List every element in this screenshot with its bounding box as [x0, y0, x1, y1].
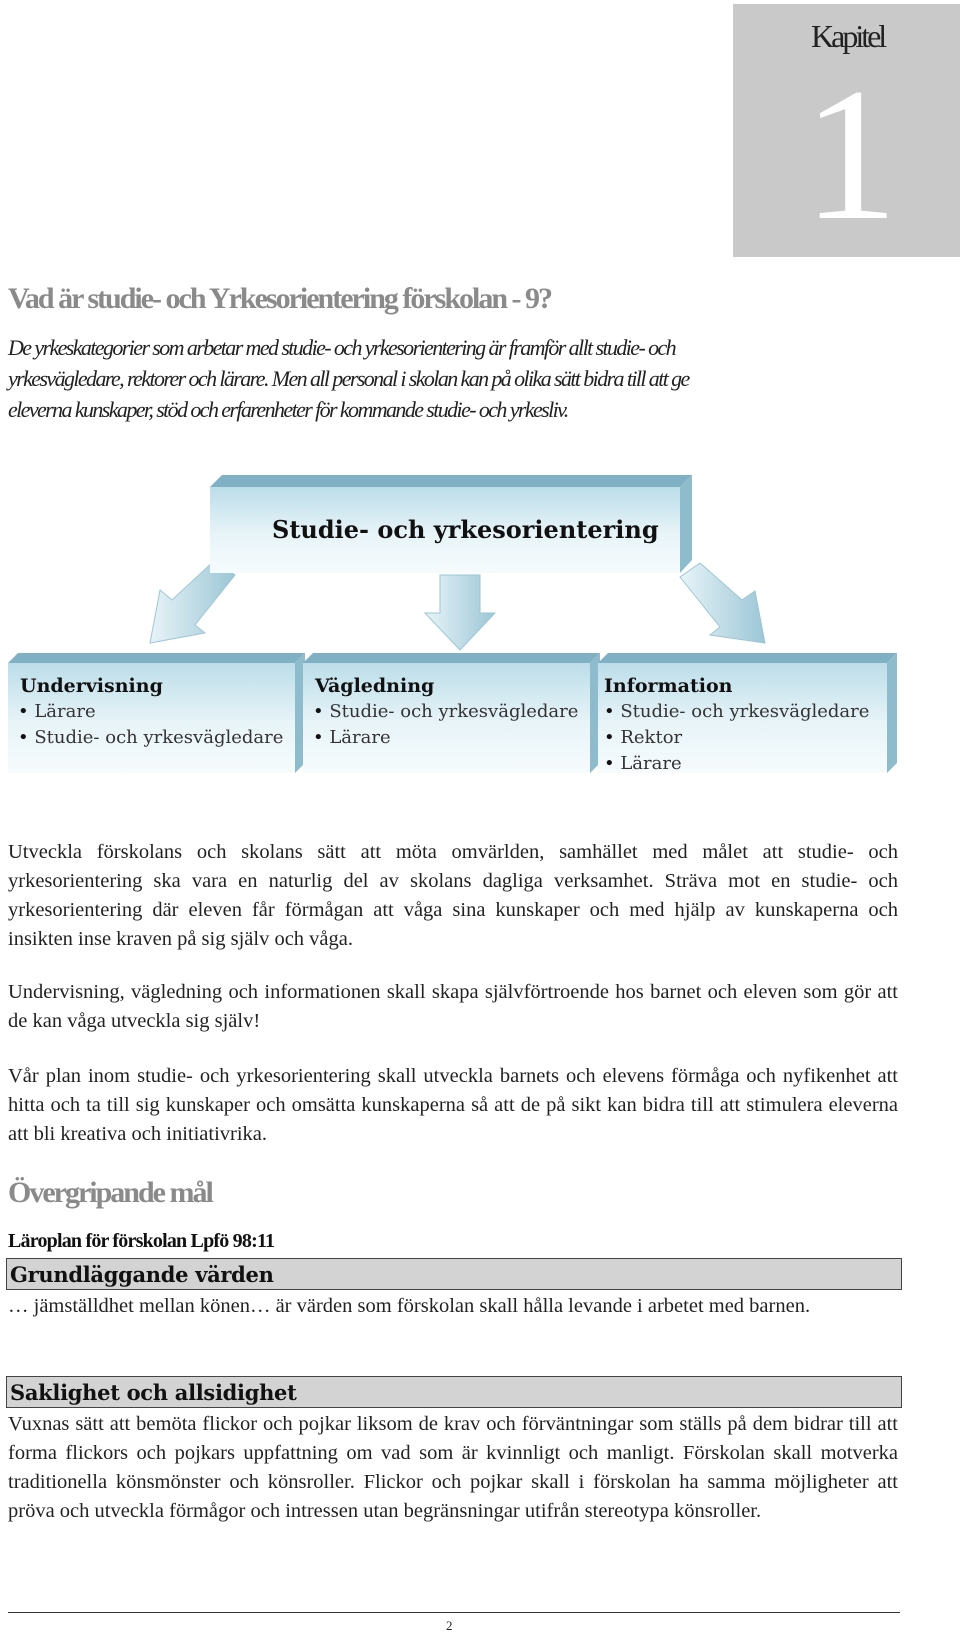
section-title: Saklighet och allsidighet	[10, 1380, 297, 1405]
orientation-diagram	[0, 465, 900, 815]
section-bar-grundlaggande	[6, 1258, 902, 1290]
section-text: … jämställdhet mellan könen… är värden som förskolan skall hålla levande i arbetet med barnen.	[8, 1295, 811, 1317]
list-item: • Lärare	[313, 725, 578, 751]
curriculum-title: Läroplan för förskolan Lpfö 98:11	[8, 1230, 275, 1252]
section-heading: Övergripande mål	[8, 1176, 212, 1209]
box-title: Information	[604, 675, 733, 697]
box-list	[313, 699, 578, 751]
box-2-top-face	[303, 653, 600, 663]
box-3-side-face	[887, 653, 897, 773]
top-box-side-face	[680, 475, 692, 573]
diagram-box-vagledning	[303, 663, 590, 773]
chapter-label: Kapitel	[811, 18, 885, 54]
list-item: • Rektor	[604, 725, 869, 751]
box-title: Vägledning	[315, 675, 435, 697]
diagram-main-box	[210, 487, 680, 573]
body-paragraph: Undervisning, vägledning och informationen skall skapa självförtroende hos barnet och eleven som gör att de kan våga utveckla sig själv!	[8, 981, 898, 1032]
body-paragraph: Vår plan inom studie- och yrkesorientering skall utveckla barnets och elevens förmåga och nyfikenhet att hitta och ta till sig kunskaper och omsätta kunskaperna så att de på sikt kan bidra till att stimulera eleverna att bli kreativa och initiativrika.	[8, 1065, 898, 1145]
list-item: • Studie- och yrkesvägledare	[18, 725, 283, 751]
footer-divider	[8, 1612, 900, 1613]
arrow-center-icon	[425, 575, 495, 650]
list-item: • Lärare	[18, 699, 283, 725]
box-list	[18, 699, 283, 751]
box-list	[604, 699, 869, 777]
box-3-top-face	[598, 653, 897, 663]
section-bar-saklighet	[6, 1376, 902, 1408]
top-box-top-face	[210, 475, 692, 487]
diagram-box-undervisning	[8, 663, 295, 773]
box-title: Undervisning	[20, 675, 163, 697]
page-number: 2	[446, 1618, 453, 1633]
body-paragraph: Utveckla förskolans och skolans sätt att möta omvärlden, samhället med målet att studie- och yrkesorientering ska vara en naturlig del av skolans dagliga verksamhet. Sträva mot en studie- och yrkesorientering där eleven får förmågan att våga sina kunskaper och med hjälp av kunskaperna och insikten inse kraven på sig själv och våga.	[8, 841, 898, 950]
page-heading: Vad är studie- och Yrkesorientering förskolan - 9?	[8, 282, 552, 315]
diagram-box-information	[598, 663, 887, 773]
section-text: Vuxnas sätt att bemöta flickor och pojkar liksom de krav och förväntningar som ställs på dem bidrar till att forma flickors och pojkars uppfattning om vad som är kvinnligt och manligt. Förskolan skall motverka traditionella könsmönster och könsroller. Flickor och pojkar skall i förskolan ha samma möjligheter att pröva och utveckla förmågor och intressen utan begränsningar utifrån stereotypa könsroller.	[8, 1413, 898, 1522]
intro-text: De yrkeskategorier som arbetar med studie- och yrkesorientering är framför allt studie- och yrkesvägledare, rektorer och lärare. Men all personal i skolan kan på olika sätt bidra till att ge eleverna kunskaper, stöd och erfarenheter för kommande studie- och yrkesliv.	[8, 335, 689, 422]
arrow-right-icon	[680, 563, 765, 643]
box-1-top-face	[8, 653, 305, 663]
diagram-main-title: Studie- och yrkesorientering	[272, 515, 659, 544]
section-title: Grundläggande värden	[10, 1262, 274, 1287]
list-item: • Studie- och yrkesvägledare	[313, 699, 578, 725]
list-item: • Studie- och yrkesvägledare	[604, 699, 869, 725]
list-item: • Lärare	[604, 751, 869, 777]
chapter-marker	[733, 4, 960, 260]
chapter-number: 1	[803, 50, 898, 260]
